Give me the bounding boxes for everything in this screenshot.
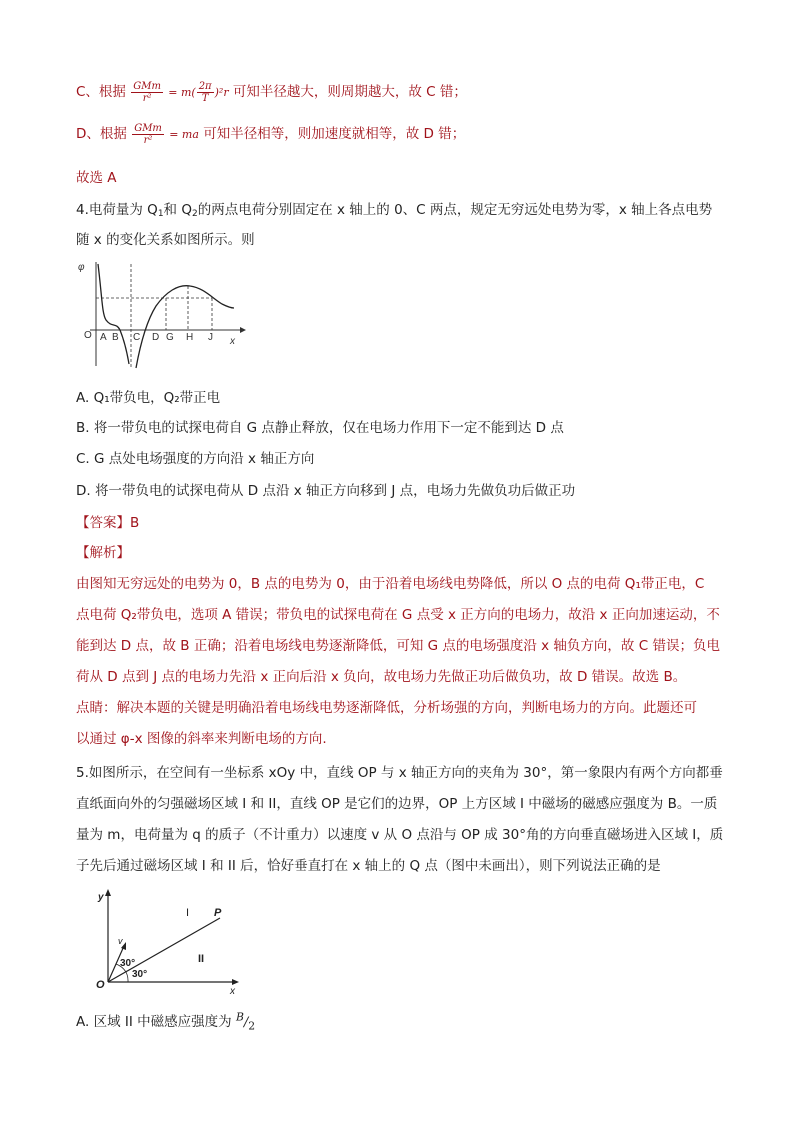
q4-option-a: A. Q₁带负电，Q₂带正电 — [76, 390, 221, 406]
q4-answer: 【答案】B — [76, 515, 140, 531]
q4-point-d: D — [152, 332, 160, 343]
q4-line1: 4.电荷量为 $Q_1$和 $Q_2$的两点电荷分别固定在 x 轴上的 0、C 两点，规定无穷远处电势为零，x 轴上各点电势 — [76, 202, 713, 219]
q4-point-h: H — [186, 332, 194, 343]
option-c-inner-fraction: $\frac{2\pi}{T}$ — [198, 80, 212, 104]
q4-point-j: J — [208, 332, 213, 343]
option-d-line — [76, 122, 465, 146]
q5-angle-lower-label: 30° — [132, 969, 148, 980]
q4-analysis-line-4: 荷从 D 点到 J 点的电场力先沿 x 正向后沿 x 负向，故电场力先做正功后做负功，故 D 错误。故选 B。 — [76, 669, 687, 685]
q5-option-a-fraction: $^B/_2$ — [235, 1010, 256, 1033]
q5-angle-upper-label: 30° — [120, 958, 136, 969]
option-d-prefix: D、根据 — [76, 126, 127, 142]
q5-region-2-label: II — [198, 953, 205, 965]
choose-a: 故选 A — [76, 170, 117, 186]
q4-option-d: D. 将一带负电的试探电荷从 D 点沿 x 轴正方向移到 J 点，电场力先做负功后做正功 — [76, 483, 576, 499]
q4-note-line-2: 以通过 φ-x 图像的斜率来判断电场的方向. — [76, 731, 327, 747]
q5-magnetic-region-diagram — [88, 886, 248, 996]
q5-y-label: y — [98, 892, 104, 903]
q5-origin-label: O — [96, 979, 105, 991]
q5-line-4: 子先后通过磁场区域 I 和 II 后，恰好垂直打在 x 轴上的 Q 点（图中未画出），则下列说法正确的是 — [76, 858, 661, 874]
q5-v-label: v — [118, 936, 123, 946]
q4-line2: 随 x 的变化关系如图所示。则 — [76, 232, 255, 248]
option-c-prefix: C、根据 — [76, 84, 126, 100]
q4-option-b: B. 将一带负电的试探电荷自 G 点静止释放，仅在电场力作用下一定不能到达 D 点 — [76, 420, 564, 436]
q5-line-2: 直纸面向外的匀强磁场区域 I 和 II，直线 OP 是它们的边界，OP 上方区域 I 中磁场的磁感应强度为 B。一质 — [76, 796, 718, 812]
option-c-eq-tail: )²r — [214, 86, 229, 99]
q5-line-3: 量为 m，电荷量为 q 的质子（不计重力）以速度 v 从 O 点沿与 OP 成 30°角的方向垂直磁场进入区域 I，质 — [76, 827, 724, 843]
q4-analysis-line-2: 点电荷 Q₂带负电，选项 A 错误；带负电的试探电荷在 G 点受 x 正方向的电场力，故沿 x 正向加速运动，不 — [76, 607, 720, 623]
option-d-fraction: $\frac{\text{GMm}}{\text{r²}}$ — [134, 122, 162, 146]
q4-option-c: C. G 点处电场强度的方向沿 x 轴正方向 — [76, 451, 315, 467]
q4-analysis-label: 【解析】 — [76, 545, 130, 561]
option-d-eq-tail: = ma — [169, 128, 199, 141]
q5-option-a: A. 区域 II 中磁感应强度为 $^B/_2$ — [76, 1010, 256, 1033]
q4-origin-label: O — [84, 330, 92, 341]
q4-analysis-line-3: 能到达 D 点，故 B 正确；沿着电场线电势逐渐降低，可知 G 点的电场强度沿 x 轴负方向，故 C 错误；负电 — [76, 638, 720, 654]
q4-point-c: C — [133, 332, 141, 343]
q4-point-g: G — [166, 332, 174, 343]
q4-point-a: A — [100, 332, 107, 343]
option-c-text: 可知半径越大，则周期越大，故 C 错； — [232, 84, 467, 100]
q4-analysis-line-1: 由图知无穷远处的电势为 0，B 点的电势为 0，由于沿着电场线电势降低，所以 O 点的电荷 Q₁带正电，C — [76, 576, 705, 592]
q5-region-1-label: I — [186, 907, 190, 919]
q5-line-1: 5.如图所示，在空间有一坐标系 xOy 中，直线 OP 与 x 轴正方向的夹角为 30°，第一象限内有两个方向都垂 — [76, 765, 723, 781]
option-c-line — [76, 80, 467, 104]
q5-x-label: x — [230, 986, 235, 996]
option-c-eq-mid: = m( — [168, 86, 196, 99]
q4-point-b: B — [112, 332, 119, 343]
q4-phi-x-graph — [72, 256, 252, 374]
q4-x-label: x — [230, 336, 235, 347]
q4-phi-label: φ — [78, 262, 85, 273]
q5-p-label: P — [214, 907, 222, 919]
q4-note-line-1: 点睛：解决本题的关键是明确沿着电场线电势逐渐降低，分析场强的方向，判断电场力的方向。此题还可 — [76, 700, 697, 716]
option-d-text: 可知半径相等，则加速度就相等，故 D 错； — [203, 126, 466, 142]
option-c-fraction: $\frac{\text{GMm}}{\text{r²}}$ — [133, 80, 161, 104]
